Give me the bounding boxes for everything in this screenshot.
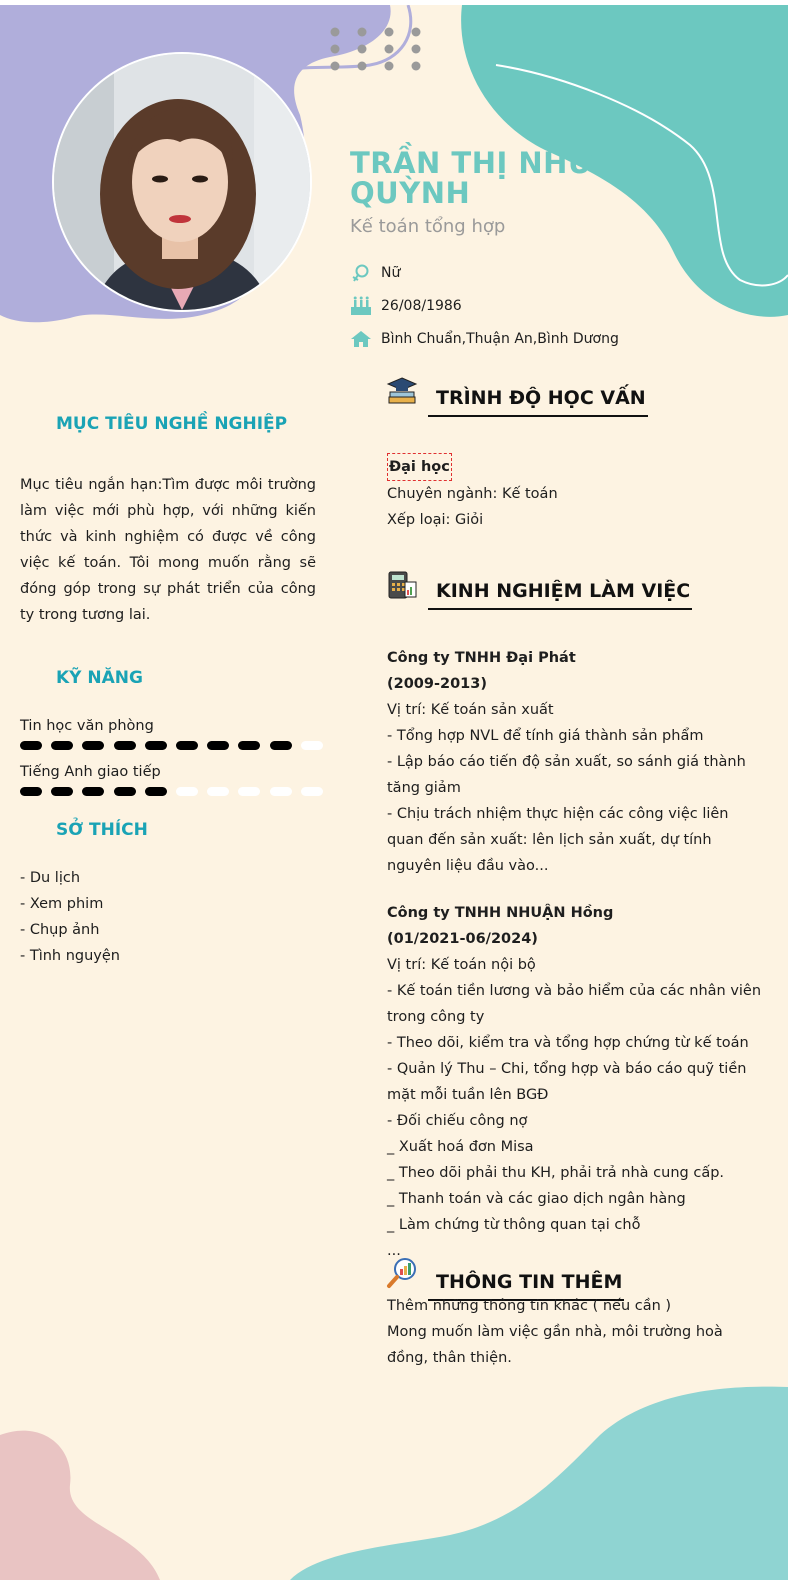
skill-dot-empty <box>301 787 323 796</box>
skill-dot-filled <box>145 741 167 750</box>
job-line: ... <box>387 1243 401 1259</box>
skill-dot-filled <box>238 741 260 750</box>
job-line: - Quản lý Thu – Chi, tổng hợp và báo cáo quỹ tiền mặt mỗi tuần lên BGĐ <box>387 1061 747 1103</box>
job-line: - Kế toán tiền lương và bảo hiểm của các nhân viên trong công ty <box>387 983 762 1025</box>
extra-line: Mong muốn làm việc gần nhà, môi trường hoà đồng, thân thiện. <box>387 1324 723 1366</box>
job-title: Kế toán tổng hợp <box>350 216 506 237</box>
degree-label: Đại học <box>387 453 452 481</box>
skill-dot-filled <box>82 741 104 750</box>
birthday-value: 26/08/1986 <box>381 298 462 314</box>
hobbies-heading: SỞ THÍCH <box>56 820 148 840</box>
skill-dot-filled <box>51 787 73 796</box>
job-line: - Chịu trách nhiệm thực hiện các công việc liên quan đến sản xuất: lên lịch sản xuất, dự tính nguyên liệu đầu vào... <box>387 806 729 874</box>
skill-dot-empty <box>270 787 292 796</box>
objective-heading: MỤC TIÊU NGHỀ NGHIỆP <box>56 414 288 434</box>
gender-row <box>350 261 400 285</box>
skill-dot-empty <box>238 787 260 796</box>
profile-photo <box>52 52 312 312</box>
job-line: - Đối chiếu công nợ <box>387 1113 528 1129</box>
skill-dot-filled <box>207 741 229 750</box>
skill-dot-filled <box>20 787 42 796</box>
cv-page <box>0 5 788 1580</box>
job-company: Công ty TNHH NHUẬN Hồng <box>387 905 614 921</box>
address-row <box>350 327 619 351</box>
skill-bar-office <box>20 741 332 751</box>
job-line: Vị trí: Kế toán sản xuất <box>387 702 554 718</box>
education-block <box>387 453 767 533</box>
graduation-icon <box>386 375 418 407</box>
job-line: _ Xuất hoá đơn Misa <box>387 1139 534 1155</box>
education-heading: TRÌNH ĐỘ HỌC VẤN <box>428 387 648 417</box>
skill-label-office: Tin học văn phòng <box>20 718 154 734</box>
education-grade: Xếp loại: Giỏi <box>387 512 484 528</box>
objective-text: Mục tiêu ngắn hạn:Tìm được môi trường làm việc mới phù hợp, với những kiến thức và kinh nghiệm có được về công việc kế toán. Tôi mong muốn rằng sẽ đóng góp trong sự phát triển của công ty trong tương lai. <box>20 477 316 623</box>
skill-dot-filled <box>82 787 104 796</box>
skill-dot-empty <box>301 741 323 750</box>
hobby-item: - Du lịch <box>20 870 81 886</box>
hobbies-list <box>20 865 316 969</box>
job-line: _ Theo dõi phải thu KH, phải trả nhà cung cấp. <box>387 1165 725 1181</box>
job-line: - Lập báo cáo tiến độ sản xuất, so sánh giá thành tăng giảm <box>387 754 746 796</box>
skill-dot-filled <box>20 741 42 750</box>
skill-label-english: Tiếng Anh giao tiếp <box>20 764 161 780</box>
job-line: Vị trí: Kế toán nội bộ <box>387 957 536 973</box>
hobby-item: - Xem phim <box>20 896 104 912</box>
birthday-row <box>350 294 462 318</box>
hobby-item: - Tình nguyện <box>20 948 120 964</box>
skill-dot-filled <box>51 741 73 750</box>
job-line: - Tổng hợp NVL để tính giá thành sản phẩm <box>387 728 704 744</box>
experience-heading: KINH NGHIỆM LÀM VIỆC <box>428 580 692 610</box>
skill-dot-empty <box>207 787 229 796</box>
skill-dot-filled <box>114 741 136 750</box>
skill-dot-empty <box>176 787 198 796</box>
skill-dot-filled <box>176 741 198 750</box>
birthday-cake-icon <box>350 295 372 317</box>
job-2 <box>387 900 767 1264</box>
gender-value: Nữ <box>381 265 401 281</box>
candidate-name: TRẦN THỊ NHƯ QUỲNH <box>350 146 593 210</box>
job-1 <box>387 645 767 879</box>
job-period: (01/2021-06/2024) <box>387 931 538 947</box>
calculator-icon <box>386 568 418 600</box>
extra-block <box>387 1293 767 1371</box>
extra-heading: THÔNG TIN THÊM <box>428 1271 624 1301</box>
job-line: - Theo dõi, kiểm tra và tổng hợp chứng từ kế toán <box>387 1035 749 1051</box>
skill-bar-english <box>20 787 332 797</box>
skills-heading: KỸ NĂNG <box>56 668 143 688</box>
job-company: Công ty TNHH Đại Phát <box>387 650 576 666</box>
job-line: _ Thanh toán và các giao dịch ngân hàng <box>387 1191 686 1207</box>
skill-dot-filled <box>114 787 136 796</box>
skill-dot-filled <box>270 741 292 750</box>
education-major: Chuyên ngành: Kế toán <box>387 486 558 502</box>
hobby-item: - Chụp ảnh <box>20 922 100 938</box>
extra-line: Thêm những thông tin khác ( nếu cần ) <box>387 1298 672 1314</box>
job-line: _ Làm chứng từ thông quan tại chỗ <box>387 1217 641 1233</box>
gender-icon <box>350 262 372 284</box>
job-period: (2009-2013) <box>387 676 487 692</box>
home-icon <box>350 328 372 350</box>
address-value: Bình Chuẩn,Thuận An,Bình Dương <box>381 331 619 347</box>
skill-dot-filled <box>145 787 167 796</box>
analytics-icon <box>386 1257 418 1289</box>
